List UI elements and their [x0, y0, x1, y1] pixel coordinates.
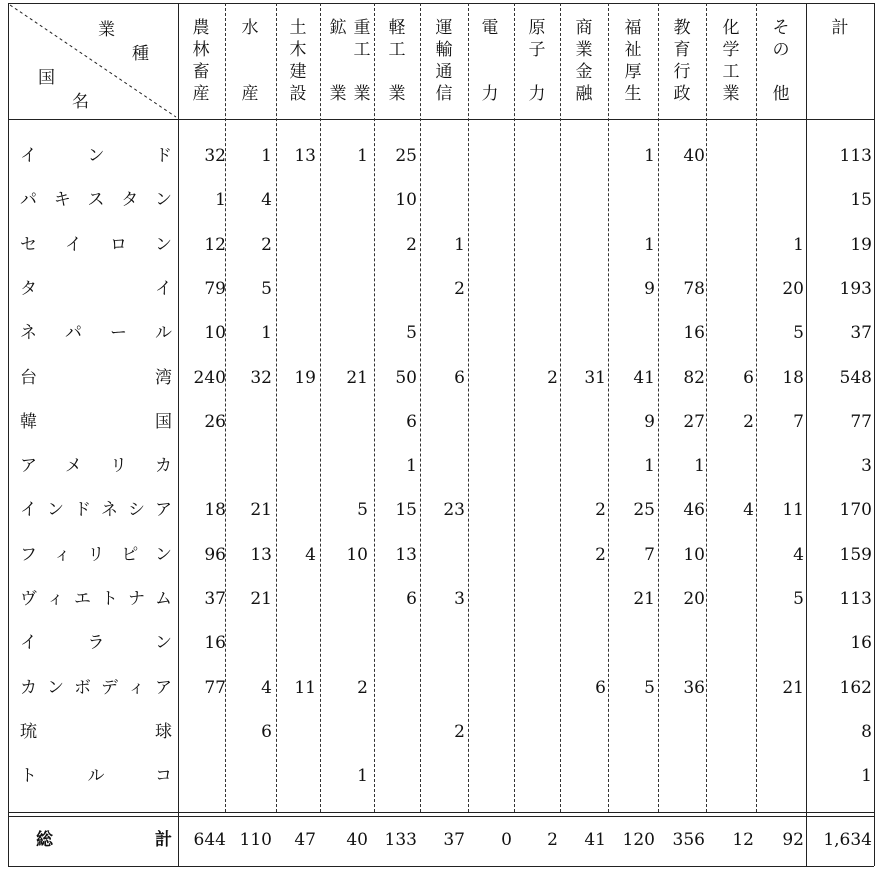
bottom-rule — [8, 866, 874, 867]
total-cell: 40 — [346, 830, 368, 850]
country-name: 台 湾 — [20, 367, 172, 388]
header-char: 工 — [722, 62, 740, 82]
header-char: 力 — [481, 84, 499, 104]
table-cell: 10 — [683, 544, 705, 565]
table-cell: 18 — [204, 500, 226, 521]
column-divider — [706, 3, 707, 812]
table-cell: 32 — [250, 367, 272, 388]
country-col-border — [178, 3, 179, 866]
header-char: 政 — [673, 84, 691, 104]
header-char: 重 — [353, 18, 371, 38]
table-cell: 1 — [861, 766, 872, 787]
header-char: 行 — [673, 62, 691, 82]
table-cell: 2 — [595, 500, 606, 521]
table-cell: 19 — [850, 234, 872, 255]
table-cell: 21 — [250, 500, 272, 521]
column-divider — [225, 3, 226, 812]
header-char: 育 — [673, 40, 691, 60]
table-cell: 6 — [261, 721, 272, 742]
header-char: 生 — [624, 84, 642, 104]
country-name: イ ン ド — [20, 146, 172, 166]
country-name: タ イ — [20, 278, 172, 299]
table-cell: 9 — [644, 278, 655, 299]
table-cell: 2 — [406, 234, 417, 255]
header-char: 農 — [192, 18, 210, 38]
header-char: 融 — [575, 84, 593, 104]
header-char: 教 — [673, 18, 691, 38]
table-cell: 46 — [683, 500, 705, 521]
total-rule-1 — [8, 812, 874, 813]
table-cell: 113 — [839, 146, 872, 166]
column-divider — [374, 3, 375, 812]
total-cell: 92 — [782, 830, 804, 850]
table-cell: 5 — [357, 500, 368, 521]
country-name: ネ パ ー ル — [20, 323, 172, 344]
header-char: 子 — [528, 40, 546, 60]
table-cell: 18 — [782, 367, 804, 388]
corner-label-left2: 名 — [72, 92, 89, 112]
table-cell: 2 — [454, 278, 465, 299]
table-cell: 6 — [406, 411, 417, 432]
table-cell: 21 — [250, 589, 272, 609]
table-cell: 170 — [839, 500, 872, 521]
table-cell: 36 — [683, 677, 705, 698]
table-cell: 26 — [204, 411, 226, 432]
total-cell: 47 — [294, 830, 316, 850]
table-cell: 21 — [346, 367, 368, 388]
header-char: 木 — [289, 40, 307, 60]
header-char: 他 — [772, 84, 790, 104]
total-cell: 0 — [501, 830, 512, 850]
header-char: 化 — [722, 18, 740, 38]
table-cell: 13 — [294, 146, 316, 166]
table-cell: 6 — [406, 589, 417, 609]
total-rule-2 — [8, 816, 874, 817]
table-cell: 10 — [395, 190, 417, 211]
table-cell: 240 — [193, 367, 226, 388]
table-cell: 4 — [743, 500, 754, 521]
header-char: 原 — [528, 18, 546, 38]
table-cell: 1 — [357, 146, 368, 166]
header-char: 厚 — [624, 62, 642, 82]
table-cell: 1 — [644, 234, 655, 255]
table-cell: 1 — [644, 456, 655, 477]
header-char: 業 — [329, 84, 347, 104]
table-cell: 162 — [839, 677, 872, 698]
table-cell: 37 — [850, 323, 872, 344]
column-divider — [320, 3, 321, 812]
table-cell: 25 — [633, 500, 655, 521]
column-divider — [608, 3, 609, 812]
left-border — [8, 3, 9, 866]
table-cell: 19 — [294, 367, 316, 388]
header-char: 設 — [289, 84, 307, 104]
table-cell: 79 — [204, 278, 226, 299]
total-cell: 133 — [384, 830, 417, 850]
header-char: 計 — [831, 18, 849, 38]
country-name: セ イ ロ ン — [20, 234, 172, 255]
corner-label-top2: 種 — [132, 44, 149, 64]
table-cell: 16 — [204, 633, 226, 654]
table-cell: 77 — [204, 677, 226, 698]
table-cell: 16 — [850, 633, 872, 654]
header-char: 工 — [353, 40, 371, 60]
total-cell: 2 — [547, 830, 558, 850]
table-cell: 2 — [261, 234, 272, 255]
table-cell: 20 — [782, 278, 804, 299]
header-char: 畜 — [192, 62, 210, 82]
header-char: 力 — [528, 84, 546, 104]
table-cell: 13 — [395, 544, 417, 565]
header-rule — [8, 119, 874, 120]
header-char: 工 — [388, 40, 406, 60]
column-divider — [560, 3, 561, 812]
table-cell: 11 — [782, 500, 804, 521]
table-cell: 8 — [861, 721, 872, 742]
table-cell: 5 — [644, 677, 655, 698]
country-name: イ ラ ン — [20, 633, 172, 654]
table-cell: 2 — [743, 411, 754, 432]
table-cell: 1 — [357, 766, 368, 787]
table-cell: 32 — [204, 146, 226, 166]
table-cell: 31 — [584, 367, 606, 388]
table-cell: 6 — [454, 367, 465, 388]
header-char: 林 — [192, 40, 210, 60]
table-cell: 1 — [261, 323, 272, 344]
total-cell: 1,634 — [823, 830, 872, 850]
country-name: ヴ ィ エ ト ナ ム — [20, 589, 172, 609]
table-cell: 2 — [547, 367, 558, 388]
column-divider — [514, 3, 515, 812]
header-char: 通 — [435, 62, 453, 82]
header-char: 商 — [575, 18, 593, 38]
table-cell: 193 — [839, 278, 872, 299]
header-char: の — [772, 40, 790, 60]
corner-label-left: 国 — [38, 68, 55, 88]
total-cell: 644 — [193, 830, 226, 850]
table-cell: 3 — [454, 589, 465, 609]
table-cell: 4 — [261, 677, 272, 698]
table-cell: 1 — [454, 234, 465, 255]
header-char: 運 — [435, 18, 453, 38]
right-border — [874, 3, 875, 866]
table-cell: 15 — [850, 190, 872, 211]
header-char: 信 — [435, 84, 453, 104]
country-name: 琉 球 — [20, 721, 172, 742]
column-divider — [420, 3, 421, 812]
table-cell: 5 — [406, 323, 417, 344]
table-cell: 23 — [443, 500, 465, 521]
header-char: 業 — [353, 84, 371, 104]
header-char: 業 — [575, 40, 593, 60]
country-name: フ ィ リ ピ ン — [20, 544, 172, 565]
table-cell: 37 — [204, 589, 226, 609]
header-char: 軽 — [388, 18, 406, 38]
table-cell: 78 — [683, 278, 705, 299]
table-cell: 5 — [793, 323, 804, 344]
column-divider — [756, 3, 757, 812]
table-cell: 15 — [395, 500, 417, 521]
table-cell: 21 — [633, 589, 655, 609]
header-char: 金 — [575, 62, 593, 82]
table-cell: 7 — [644, 544, 655, 565]
header-char: 産 — [192, 84, 210, 104]
total-cell: 120 — [622, 830, 655, 850]
header-char: 産 — [241, 84, 259, 104]
country-name: ア メ リ カ — [20, 456, 172, 477]
table-cell: 4 — [793, 544, 804, 565]
table-cell: 25 — [395, 146, 417, 166]
table-cell: 10 — [346, 544, 368, 565]
table-cell: 1 — [644, 146, 655, 166]
column-divider — [658, 3, 659, 812]
header-char: 学 — [722, 40, 740, 60]
table-cell: 20 — [683, 589, 705, 609]
header-char: 業 — [388, 84, 406, 104]
table-cell: 4 — [261, 190, 272, 211]
table-cell: 3 — [861, 456, 872, 477]
header-char: 電 — [481, 18, 499, 38]
country-name: パ キ ス タ ン — [20, 190, 172, 211]
table-cell: 12 — [204, 234, 226, 255]
country-name: ト ル コ — [20, 766, 172, 787]
table-cell: 548 — [839, 367, 872, 388]
table-cell: 5 — [793, 589, 804, 609]
total-cell: 12 — [732, 830, 754, 850]
table-cell: 1 — [406, 456, 417, 477]
table-cell: 40 — [683, 146, 705, 166]
table-cell: 4 — [305, 544, 316, 565]
corner-diagonal — [8, 3, 178, 119]
total-cell: 356 — [672, 830, 705, 850]
header-char: 建 — [289, 62, 307, 82]
table-cell: 113 — [839, 589, 872, 609]
header-char: 福 — [624, 18, 642, 38]
total-cell: 41 — [584, 830, 606, 850]
header-char: 鉱 — [329, 18, 347, 38]
table-cell: 6 — [743, 367, 754, 388]
table-cell: 82 — [683, 367, 705, 388]
table-cell: 2 — [357, 677, 368, 698]
table-cell: 16 — [683, 323, 705, 344]
header-char: 業 — [722, 84, 740, 104]
header-char: 輸 — [435, 40, 453, 60]
total-label: 総 計 — [36, 830, 172, 850]
corner-label-top: 業 — [98, 20, 115, 40]
table-cell: 1 — [261, 146, 272, 166]
table-cell: 2 — [454, 721, 465, 742]
column-divider — [468, 3, 469, 812]
country-name: 韓 国 — [20, 411, 172, 432]
table-cell: 10 — [204, 323, 226, 344]
table-cell: 2 — [595, 544, 606, 565]
country-name: イ ン ド ネ シ ア — [20, 500, 172, 521]
table-cell: 1 — [793, 234, 804, 255]
table-cell: 6 — [595, 677, 606, 698]
table-cell: 5 — [261, 278, 272, 299]
table-cell: 96 — [204, 544, 226, 565]
header-char: 土 — [289, 18, 307, 38]
table-cell: 159 — [839, 544, 872, 565]
table-cell: 50 — [395, 367, 417, 388]
total-cell: 110 — [239, 830, 272, 850]
table-cell: 1 — [215, 190, 226, 211]
table-cell: 41 — [633, 367, 655, 388]
table-cell: 1 — [694, 456, 705, 477]
table-cell: 7 — [793, 411, 804, 432]
table-cell: 11 — [294, 677, 316, 698]
header-char: 水 — [241, 18, 259, 38]
table-cell: 77 — [850, 411, 872, 432]
column-divider — [276, 3, 277, 812]
table-cell: 13 — [250, 544, 272, 565]
table-cell: 27 — [683, 411, 705, 432]
total-col-border — [806, 3, 807, 866]
header-char: 祉 — [624, 40, 642, 60]
header-char: そ — [772, 18, 790, 38]
total-cell: 37 — [443, 830, 465, 850]
table-cell: 21 — [782, 677, 804, 698]
table-cell: 9 — [644, 411, 655, 432]
country-name: カ ン ボ デ ィ ア — [20, 677, 172, 698]
